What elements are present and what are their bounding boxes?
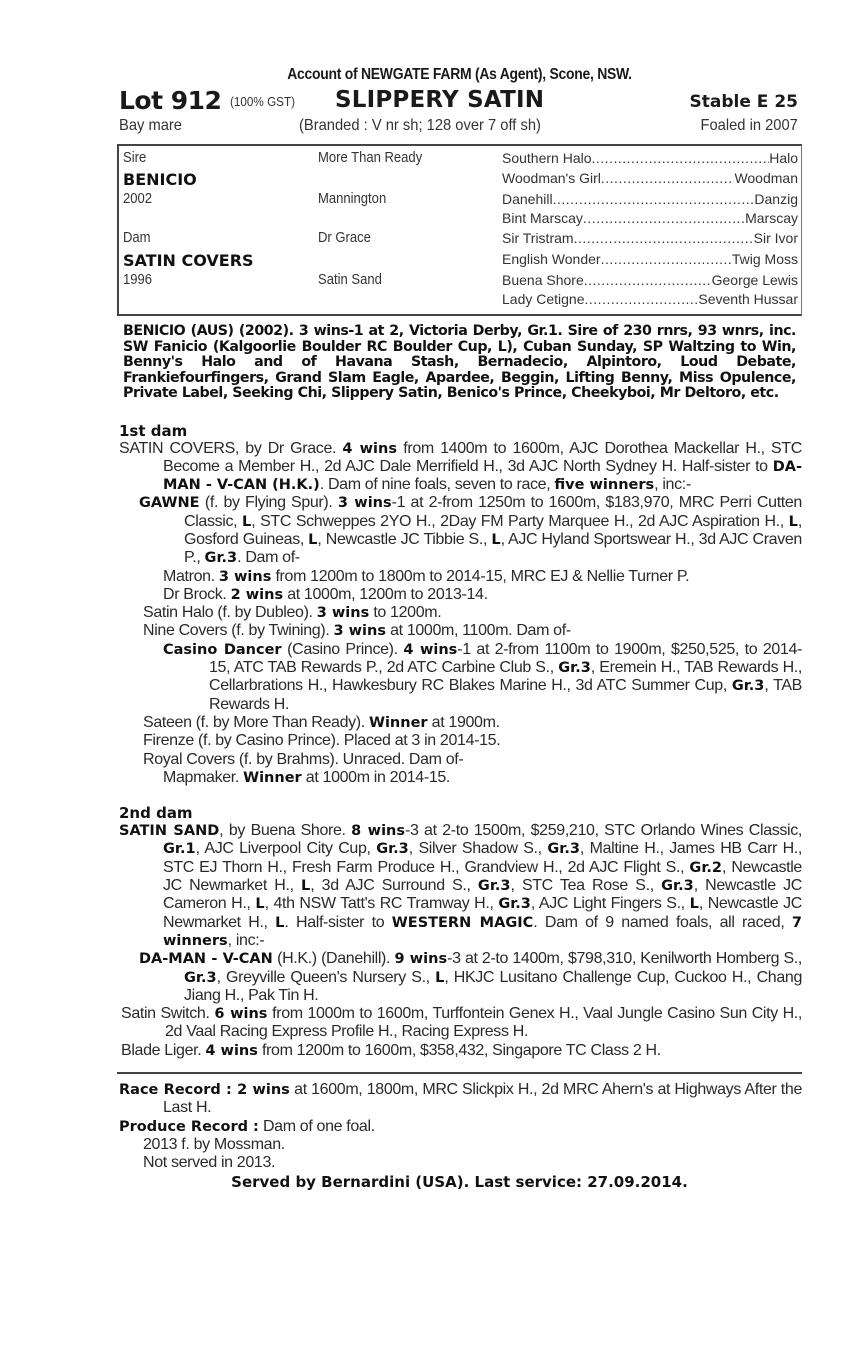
grandparent-row (502, 210, 798, 230)
entry-text: to 1200m. (369, 604, 442, 622)
bold-text: GAWNE (139, 495, 200, 512)
bold-text: 2 wins (230, 586, 284, 603)
gst-note: (100% GST) (230, 94, 296, 109)
bold-text: L (301, 878, 311, 895)
pedigree-entry (119, 568, 802, 586)
entry-text: , Greyville Queen's Nursery S., (216, 968, 436, 986)
produce-record-text: Dam of one foal. (258, 1117, 375, 1135)
pedigree-entry (117, 604, 802, 622)
entry-text: Satin Halo (f. by Dubleo). (143, 604, 317, 622)
bold-text: Casino Dancer (163, 641, 282, 658)
entry-text: , Newcastle JC Newmarket H., (163, 858, 802, 895)
race-record-label: Race Record : 2 wins (119, 1082, 290, 1098)
bold-text: DA-MAN - V-CAN (H.K.) (163, 458, 802, 494)
entry-text: , Newcastle JC Cameron H., (163, 877, 802, 913)
bold-text: L (308, 531, 318, 548)
pedigree-entry (119, 1005, 802, 1042)
dam-year: 1996 (123, 272, 153, 288)
pedigree-entry (119, 440, 802, 495)
bold-text: Gr.3 (547, 841, 580, 858)
bold-text: L (435, 969, 445, 986)
entry-text: , TAB Rewards H. (209, 677, 802, 713)
leader-dots (592, 150, 770, 170)
sire-name: BENICIO (123, 170, 197, 189)
great-grandsire-name: Danzig (754, 191, 798, 207)
sire-year: 2002 (123, 191, 153, 207)
leader-dots (601, 170, 735, 190)
catalogue-page (117, 60, 802, 1191)
leader-dots (584, 272, 712, 292)
bold-text: 3 wins (337, 495, 392, 512)
entry-text: -3 at 2-to 1400m, $798,310, Kenilworth Homberg S., (447, 950, 802, 968)
entry-text: Nine Covers (f. by Twining). (143, 622, 334, 640)
entry-text: , STC Schweppes 2YO H., 2Day FM Party Marquee H., 2d AJC Aspiration H., (251, 512, 789, 530)
entry-text: Royal Covers (f. by Brahms). Unraced. Dam of- (143, 750, 464, 768)
entry-text: (f. by Flying Spur). (199, 494, 338, 512)
entry-text: , Newcastle JC Newmarket H., (163, 895, 802, 931)
pedigree-entry (119, 494, 802, 567)
lot-line (117, 86, 802, 114)
grandparent-name: Bint Marscay (502, 210, 583, 226)
horse-name: SLIPPERY SATIN (335, 87, 545, 113)
entry-text: . Dam of- (237, 549, 300, 567)
first-dam-heading: 1st dam (119, 421, 188, 440)
entry-text: , Maltine H., James HB Carr H., STC EJ Thorn H., Fresh Farm Produce H., Grandview H., 2d AJC Flight S., (163, 840, 802, 876)
bold-text: Gr.3 (498, 896, 531, 913)
bold-text: 3 wins (316, 605, 370, 622)
entry-text: Matron. (163, 567, 219, 585)
entry-text: , AJC Hyland Sportswear H., 3d AJC Craven P., (184, 530, 802, 567)
entry-text: at 1000m in 2014-15. (301, 768, 451, 786)
foaled-year: Foaled in 2007 (700, 117, 798, 134)
sire-label: Sire (123, 150, 147, 166)
produce-record-label: Produce Record : (119, 1118, 259, 1135)
entry-text: Dr Brock. (163, 585, 231, 603)
grandparent-name: Danehill (502, 191, 553, 207)
pedigree-entry (117, 751, 802, 769)
grandparent-name: Buena Shore (502, 272, 584, 288)
leader-dots (583, 210, 745, 230)
bold-text: 4 wins (403, 641, 458, 658)
entry-text: , AJC Liverpool City Cup, (195, 840, 377, 858)
grandparent-name: English Wonder (502, 251, 601, 267)
entry-text: , inc:- (227, 931, 265, 949)
entry-text: at 1000m, 1200m to 2013-14. (283, 585, 488, 603)
sire-summary: BENICIO (AUS) (2002). 3 wins-1 at 2, Victoria Derby, Gr.1. Sire of 230 rnrs, 93 wnrs, inc. SW Fanicio (Kalgoorlie Boulder RC Boulder Cup, L), Cuban Sunday, SP Waltzing to Win, Benny's Halo and of Havana Stash, Bernadecio, Alpintoro, Loud Debate, Frankiefourfingers, Grand Slam Eagle, Apardee, Beggin, Lifting Benny, Miss Opulence, Private Label, Seeking Chi, Slippery Satin, Benico's Prince, Cheekyboi, Mr Deltoro, etc. (123, 323, 796, 401)
entry-text: , by Buena Shore. (219, 822, 352, 840)
entry-text: (Casino Prince). (281, 640, 404, 658)
entry-text: Sateen (f. by More Than Ready). (143, 713, 369, 731)
pedigree-table (117, 144, 802, 316)
entry-text: (H.K.) (Danehill). (272, 950, 395, 968)
produce-item: 2013 f. by Mossman. (143, 1135, 285, 1153)
great-grandsire-name: Twig Moss (731, 251, 798, 267)
brand-description: (Branded : V nr sh; 128 over 7 off sh) (299, 117, 541, 134)
leader-dots (585, 291, 699, 311)
bold-text: SATIN SAND (119, 823, 220, 840)
entry-text: . Dam of nine foals, seven to race, (319, 476, 555, 494)
entry-text: -1 at 2-from 1250m to 1600m, $183,970, MRC Perri Cutten Classic, (184, 494, 802, 530)
entry-text: Satin Switch. (121, 1005, 215, 1023)
bold-text: Winner (243, 769, 302, 786)
entry-text: , Gosford Guineas, (184, 512, 802, 548)
bold-text: Gr.3 (558, 660, 591, 677)
entry-text: , 4th NSW Tatt's RC Tramway H., (264, 895, 499, 913)
second-dam-section (117, 822, 802, 1060)
bold-text: 6 wins (214, 1006, 268, 1023)
race-record (119, 1081, 802, 1118)
entry-text: Mapmaker. (163, 768, 244, 786)
bold-text: WESTERN MAGIC (391, 914, 534, 931)
entry-text: Firenze (f. by Casino Prince). Placed at 3 in 2014-15. (143, 732, 501, 750)
entry-text: , Newcastle JC Tibbie S., (317, 530, 492, 548)
pedigree-entry (119, 1042, 802, 1060)
grandparent-row (502, 191, 798, 211)
entry-text: . Dam of 9 named foals, all raced, (533, 913, 792, 931)
dam-dam: Satin Sand (318, 272, 382, 288)
pedigree-entry (119, 586, 802, 604)
bold-text: Gr.3 (204, 550, 238, 567)
horse-sex: Bay mare (119, 117, 182, 134)
leader-dots (574, 230, 754, 250)
grandparent-row (502, 230, 798, 250)
great-grandsire-name: George Lewis (711, 272, 798, 288)
great-grandsire-name: Marscay (745, 210, 798, 226)
bold-text: 3 wins (333, 623, 386, 640)
pedigree-entry (117, 714, 802, 732)
grandparent-name: Lady Cetigne (502, 291, 585, 307)
bold-text: L (491, 531, 501, 548)
entry-text: , HKJC Lusitano Challenge Cup, Cuckoo H., Chang Jiang H., Pak Tin H. (184, 968, 802, 1004)
leader-dots (553, 191, 755, 211)
bold-text: L (275, 914, 285, 931)
great-grandsire-name: Halo (769, 150, 798, 166)
sire-dam: Mannington (318, 191, 387, 207)
entry-text: , inc:- (654, 476, 691, 494)
entry-text: , 3d AJC Surround S., (310, 877, 478, 895)
grandparent-name: Southern Halo (502, 150, 592, 166)
great-grandsire-name: Seventh Hussar (698, 291, 798, 307)
vendor-line: Account of NEWGATE FARM (As Agent), Scone, NSW. (287, 66, 632, 83)
bold-text: 8 wins (351, 823, 406, 840)
pedigree-entry (119, 769, 802, 787)
entry-text: . Half-sister to (284, 913, 392, 931)
bold-text: five winners (554, 477, 655, 494)
entry-text: from 1200m to 1800m to 2014-15, MRC EJ & Nellie Turner P. (271, 567, 690, 585)
grandparent-name: Sir Tristram (502, 230, 574, 246)
bold-text: L (241, 513, 252, 530)
race-record-text: at 1600m, 1800m, MRC Slickpix H., 2d MRC Ahern's at Highways After the Last H. (163, 1081, 802, 1117)
pedigree-entry (117, 622, 802, 640)
dam-label: Dam (123, 230, 151, 246)
grandparent-row (502, 272, 798, 292)
entry-text: , AJC Light Fingers S., (530, 895, 690, 913)
bold-text: Gr.3 (661, 878, 694, 895)
entry-text: from 1200m to 1600m, $358,432, Singapore TC Class 2 H. (257, 1041, 661, 1059)
lot-number: Lot 912 (119, 86, 222, 115)
pedigree-entry (119, 641, 802, 714)
grandparent-name: Woodman's Girl (502, 170, 601, 186)
entry-text: -3 at 2-to 1500m, $259,210, STC Orlando Wines Classic, (405, 822, 803, 840)
bold-text: 4 wins (205, 1042, 258, 1059)
entry-text: from 1000m to 1600m, Turffontein Genex H., Vaal Jungle Casino Sun City H., 2d Vaal Racing Express Profile H., Racing Express H. (165, 1005, 802, 1041)
bold-text: Gr.3 (184, 969, 217, 986)
great-grandsire-name: Sir Ivor (753, 230, 798, 246)
grandparent-row (502, 170, 798, 190)
bold-text: Gr.3 (376, 841, 409, 858)
bold-text: Gr.2 (689, 859, 723, 876)
leader-dots (601, 251, 732, 271)
stable-number: Stable E 25 (689, 92, 798, 112)
horse-details (117, 114, 802, 140)
entry-text: at 1900m. (427, 713, 500, 731)
bold-text: Gr.3 (731, 678, 765, 695)
sire-sire: More Than Ready (318, 150, 423, 166)
entry-text: SATIN COVERS, by Dr Grace. (119, 439, 343, 457)
bold-text: Gr.3 (477, 878, 511, 895)
entry-text: at 1000m, 1100m. Dam of- (385, 622, 571, 640)
grandparent-row (502, 291, 798, 311)
grandparent-row (502, 251, 798, 271)
bold-text: 9 wins (394, 951, 448, 968)
produce-record (119, 1118, 802, 1136)
produce-item: Not served in 2013. (143, 1154, 276, 1172)
bold-text: 3 wins (218, 568, 272, 585)
first-dam-section (117, 440, 802, 788)
bold-text: 7 winners (163, 914, 803, 949)
dam-name: SATIN COVERS (123, 251, 254, 270)
bold-text: Gr.1 (163, 841, 196, 858)
bold-text: L (788, 513, 798, 530)
great-grandsire-name: Woodman (734, 170, 798, 186)
service-status: Served by Bernardini (USA). Last service: 27.09.2014. (231, 1173, 688, 1192)
entry-text: -1 at 2-from 1100m to 1900m, $250,525, to 2014-15, ATC TAB Rewards P., 2d ATC Carbine Club S., (209, 640, 802, 677)
bold-text: L (689, 896, 699, 913)
bold-text: 4 wins (342, 440, 397, 457)
entry-text: from 1400m to 1600m, AJC Dorothea Mackellar H., STC Become a Member H., 2d AJC Dale Merrifield H., 3d AJC North Sydney H. Half-sister to (163, 439, 802, 475)
entry-text: Blade Liger. (121, 1041, 206, 1059)
pedigree-entry (119, 822, 802, 950)
entry-text: , Eremein H., TAB Rewards H., Cellarbrations H., Hawkesbury RC Blakes Marine H., 3d ATC Summer Cup, (209, 659, 802, 695)
bold-text: DA-MAN - V-CAN (139, 951, 273, 968)
bold-text: L (255, 896, 265, 913)
pedigree-entry (119, 950, 802, 1005)
section-divider (117, 1072, 802, 1074)
grandparent-row (502, 150, 798, 170)
second-dam-heading: 2nd dam (119, 804, 193, 823)
entry-text: , Silver Shadow S., (408, 840, 548, 858)
bold-text: Winner (368, 714, 428, 731)
pedigree-entry (117, 732, 802, 750)
entry-text: , STC Tea Rose S., (510, 877, 662, 895)
dam-sire: Dr Grace (318, 230, 371, 246)
